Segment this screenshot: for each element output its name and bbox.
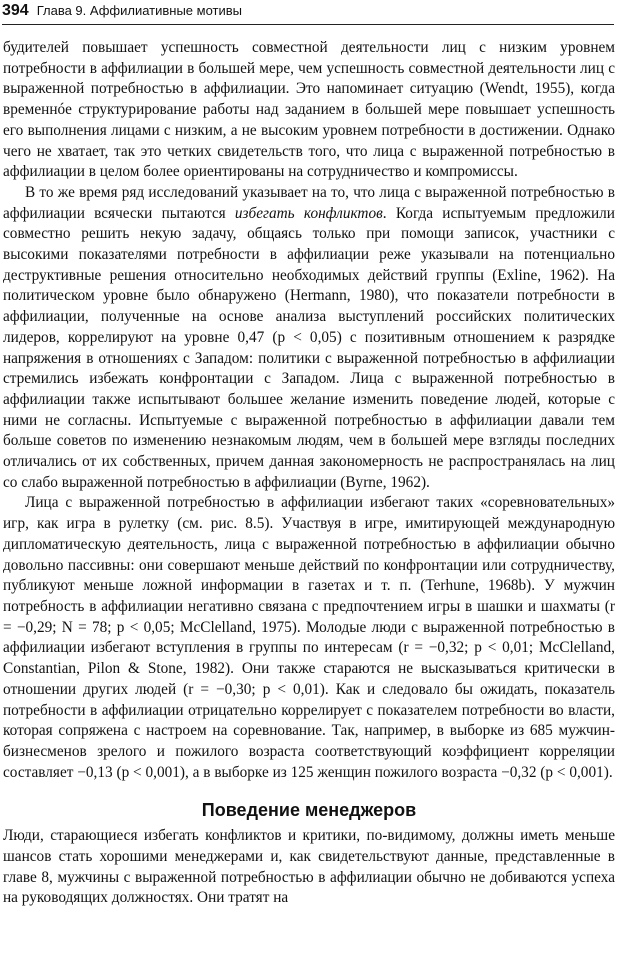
paragraph-2: В то же время ряд исследований указывает на то, что лица с выраженной потребностью в аффилиации всячески пытаются избегать конфликтов. Когда испытуемым предложили совместно решить некую задачу, общаясь только при помощи записок, участники с высокими показателями потребности в аффилиации реже указывали на потенциально деструктивные решения относительно необходимых действий группы (Exline, 1962). На политическом уровне было обнаружено (Hermann, 1980), что показатели потребности в аффилиации, полученные на основе анализа выступлений российских политических лидеров, коррелируют на уровне 0,47 (р < 0,05) с позитивным отношением к разрядке напряжения в отношениях с Западом: политики с выраженной потребностью в аффилиации стремились избежать конфронтации с Западом. Лица с выраженной потребностью в аффилиации также испытывают большее желание изменить поведение людей, которые с ними не согласны. Испытуемые с выраженной потребностью в аффилиации давали тем больше советов по изменению незнакомым людям, чем в большей мере взгляды последних отличались от их собственных, причем данная закономерность не распространялась на лиц со слабо выраженной потребностью в аффилиации (Byrne, 1962). xyxy=(3,183,615,491)
page-number: 394 xyxy=(2,2,29,19)
body-text xyxy=(3,38,615,909)
section-paragraph: Люди, старающиеся избегать конфликтов и критики, по-видимому, должны иметь меньше шансов стать хорошими менеджерами и, как свидетельствуют данные, представленные в главе 8, мужчины с выраженной потребностью в аффилиации обычно не добиваются успеха на руководящих должностях. Они тратят на xyxy=(3,827,615,907)
emphasis-avoid-conflicts: избегать конфликтов xyxy=(234,204,383,222)
section-heading: Поведение менеджеров xyxy=(201,800,417,821)
paragraph-1: будителей повышает успешность совместной деятельности лиц с низким уровнем потребности в аффилиации в большей мере, чем успешность совместной деятельности лиц с выраженной потребностью в аффилиации. Это напоминает ситуацию (Wendt, 1955), когда временнóе структурирование работы над заданием в большей мере повышает успешность его выполнения лицами с низким, а не высоким уровнем потребности в достижении. Однако чего не хватает, так это четких свидетельств того, что лица с выраженной потребностью в аффилиации в целом более ориентированы на сотрудничество и компромиссы. xyxy=(3,39,615,181)
paragraph-3: Лица с выраженной потребностью в аффилиации избегают таких «соревновательных» игр, как игра в рулетку (см. рис. 8.5). Участвуя в игре, имитирующей международную дипломатическую деятельность, лица с выраженной потребностью в аффилиации обычно довольно пассивны: они совершают меньше действий по конфронтации или сотрудничеству, публикуют меньше ложной информации в газетах и т. п. (Terhune, 1968b). У мужчин потребность в аффилиации негативно связана с предпочтением игры в шашки и шахматы (r = −0,29; N = 78; p < 0,05; McClelland, 1975). Молодые люди с выраженной потребностью в аффилиации избегают вступления в группы по интересам (r = −0,32; p < 0,01; McClelland, Constantian, Pilon & Stone, 1982). Они также стараются не высказываться критически в отношении других людей (r = −0,30; p < 0,01). Как и следовало бы ожидать, показатель потребности в аффилиации отрицательно коррелирует с показателем потребности во власти, которая сопряжена с настроем на соревнование. Так, например, в выборке из 685 мужчин-бизнесменов зрелого и пожилого возраста соответствующий коэффициент корреляции составляет −0,13 (p < 0,001), а в выборке из 125 женщин пожилого возраста −0,32 (p < 0,001). xyxy=(3,494,615,781)
running-header xyxy=(2,2,614,25)
running-title: Глава 9. Аффилиативные мотивы xyxy=(36,3,242,18)
